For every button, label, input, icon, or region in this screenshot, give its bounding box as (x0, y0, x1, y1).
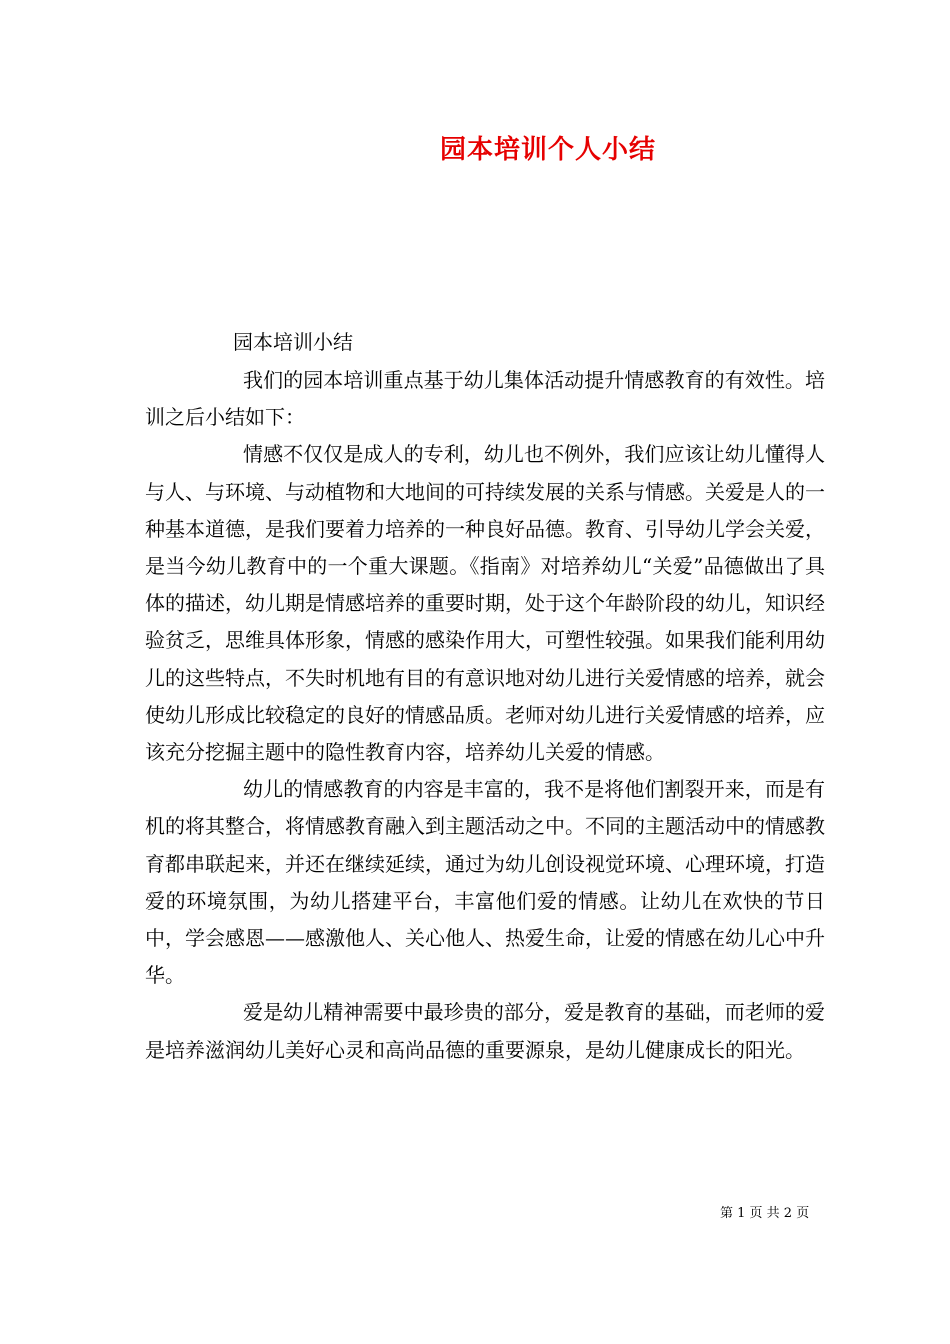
paragraph-integration: 幼儿的情感教育的内容是丰富的，我不是将他们割裂开来，而是有机的将其整合，将情感教育融入到主题活动之中。不同的主题活动中的情感教育都串联起来，并还在继续延续，通过为幼儿创设视觉环境、心理环境，打造爱的环境氛围，为幼儿搭建平台，丰富他们爱的情感。让幼儿在欢快的节日中，学会感恩——感激他人、关心他人、热爱生命，让爱的情感在幼儿心中升华。 (145, 777, 825, 988)
document-title: 园本培训个人小结 (440, 135, 657, 165)
paragraph-intro: 我们的园本培训重点基于幼儿集体活动提升情感教育的有效性。培训之后小结如下： (145, 368, 825, 430)
document-body (145, 362, 825, 1069)
page-number-footer: 第 1 页 共 2 页 (720, 1206, 810, 1221)
paragraph-emotion: 情感不仅仅是成人的专利，幼儿也不例外，我们应该让幼儿懂得人与人、与环境、与动植物和大地间的可持续发展的关系与情感。关爱是人的一种基本道德，是我们要着力培养的一种良好品德。教育、引导幼儿学会关爱，是当今幼儿教育中的一个重大课题。《指南》对培养幼儿“关爱”品德做出了具体的描述，幼儿期是情感培养的重要时期，处于这个年龄阶段的幼儿，知识经验贫乏，思维具体形象，情感的感染作用大，可塑性较强。如果我们能利用幼儿的这些特点，不失时机地有目的有意识地对幼儿进行关爱情感的培养，就会使幼儿形成比较稳定的良好的情感品质。老师对幼儿进行关爱情感的培养，应该充分挖掘主题中的隐性教育内容，培养幼儿关爱的情感。 (145, 442, 825, 765)
paragraph-love: 爱是幼儿精神需要中最珍贵的部分，爱是教育的基础，而老师的爱是培养滋润幼儿美好心灵和高尚品德的重要源泉，是幼儿健康成长的阳光。 (145, 1000, 825, 1062)
document-subtitle: 园本培训小结 (233, 330, 353, 354)
